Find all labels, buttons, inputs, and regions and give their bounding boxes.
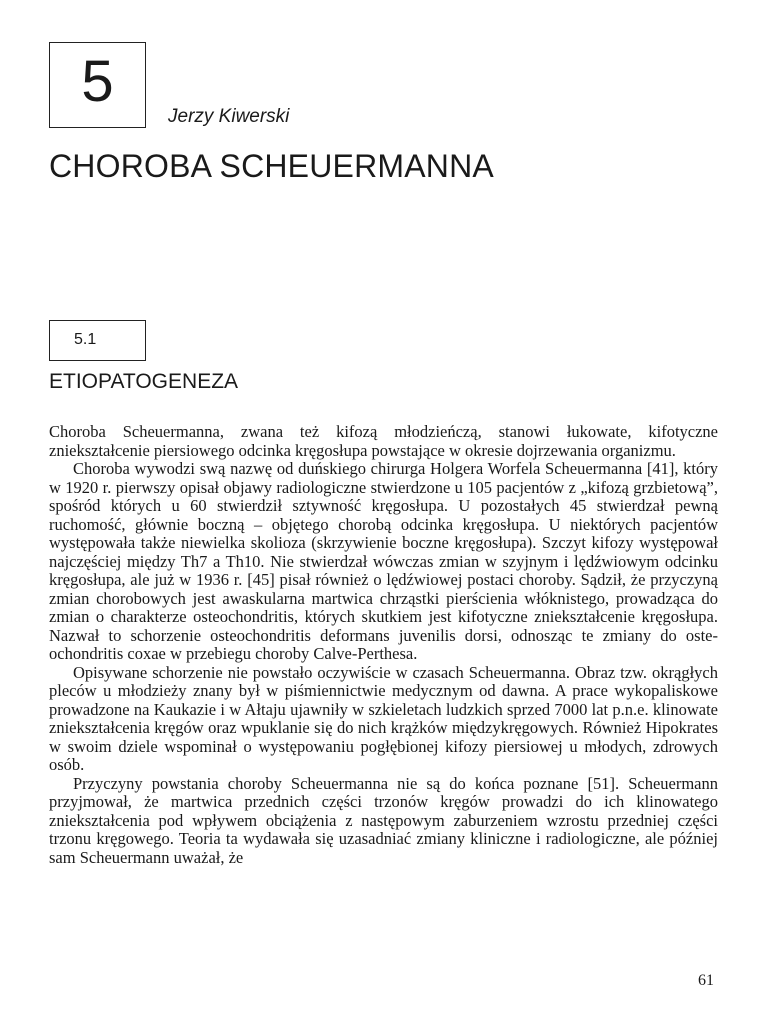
chapter-number-box xyxy=(49,42,146,128)
body-text xyxy=(49,423,718,867)
paragraph: Opisywane schorzenie nie powstało oczywiście w czasach Scheuermanna. Obraz tzw. okrągłych pleców u młodzieży znany był w piśmiennictwie medycznym od dawna. A prace wykopaliskowe prowadzone na Kaukazie i w Ałtaju ujawniły w szkieletach ludzkich sprzed 7000 lat p.n.e. klinowate zniekształcenia kręgów oraz wpuklanie się do nich krążków międzykręgowych. Również Hipokrates w swoim dziele wspominał o występowaniu pogłębionej kifozy piersiowej u młodych, zdrowych osób. xyxy=(49,662,718,774)
paragraph: Choroba Scheuermanna, zwana też kifozą młodzieńczą, stanowi łukowate, kifotyczne zniekształcenie piersiowego odcinka kręgosłupa powstające w okresie dojrzewania organizmu. xyxy=(49,422,718,460)
paragraph: Choroba wywodzi swą nazwę od duńskiego chirurga Holgera Worfela Scheuermanna [41], który w 1920 r. pierwszy opisał objawy radiologiczne stwierdzone u 105 pacjentów z „kifozą grzbietową”, spośród których u 60 stwierdził sztywność kręgosłupa. U pozostałych 45 stwierdzał pewną ruchomość, głównie boczną – objętego chorobą odcinka kręgosłupa. U niektórych pacjentów występowała także niewielka skolioza (skrzywienie boczne kręgosłupa). Szczyt kifozy występował najczęściej między Th7 a Th10. Nie stwierdzał wówczas zmian w szyjnym i lędźwiowym odcinku kręgosłupa, ale już w 1936 r. [45] pisał również o lędźwiowej postaci choroby. Sądził, że przyczyną zmian chorobowych jest awaskularna martwica chrząstki pierścienia włóknistego, prowadząca do zmian o charakterze osteochondritis, których skutkiem jest kifotyczne zniekształcenie kręgosłupa. Nazwał to schorzenie osteochondritis deformans juvenilis dorsi, odnosząc te zmiany do osteochondritis coxae w przebiegu choroby Calve-Perthesa. xyxy=(49,459,718,663)
chapter-number: 5 xyxy=(81,49,114,114)
paragraph: Przyczyny powstania choroby Scheuermanna nie są do końca poznane [51]. Scheuermann przyjmował, że martwica przednich części trzonów kręgów prowadzi do ich klinowatego zniekształcenia pod wpływem obciążenia z następowym zaburzeniem wzrostu przedniej części trzonu kręgowego. Teoria ta wydawała się uzasadniać zmiany kliniczne i radiologiczne, ale później sam Scheuermann uważał, że xyxy=(49,773,718,867)
author-name: Jerzy Kiwerski xyxy=(168,106,290,127)
page-number: 61 xyxy=(698,972,714,989)
chapter-title: CHOROBA SCHEUERMANNA xyxy=(49,148,494,184)
section-number-box xyxy=(49,320,146,361)
section-number: 5.1 xyxy=(74,331,97,348)
section-title: ETIOPATOGENEZA xyxy=(49,370,239,393)
